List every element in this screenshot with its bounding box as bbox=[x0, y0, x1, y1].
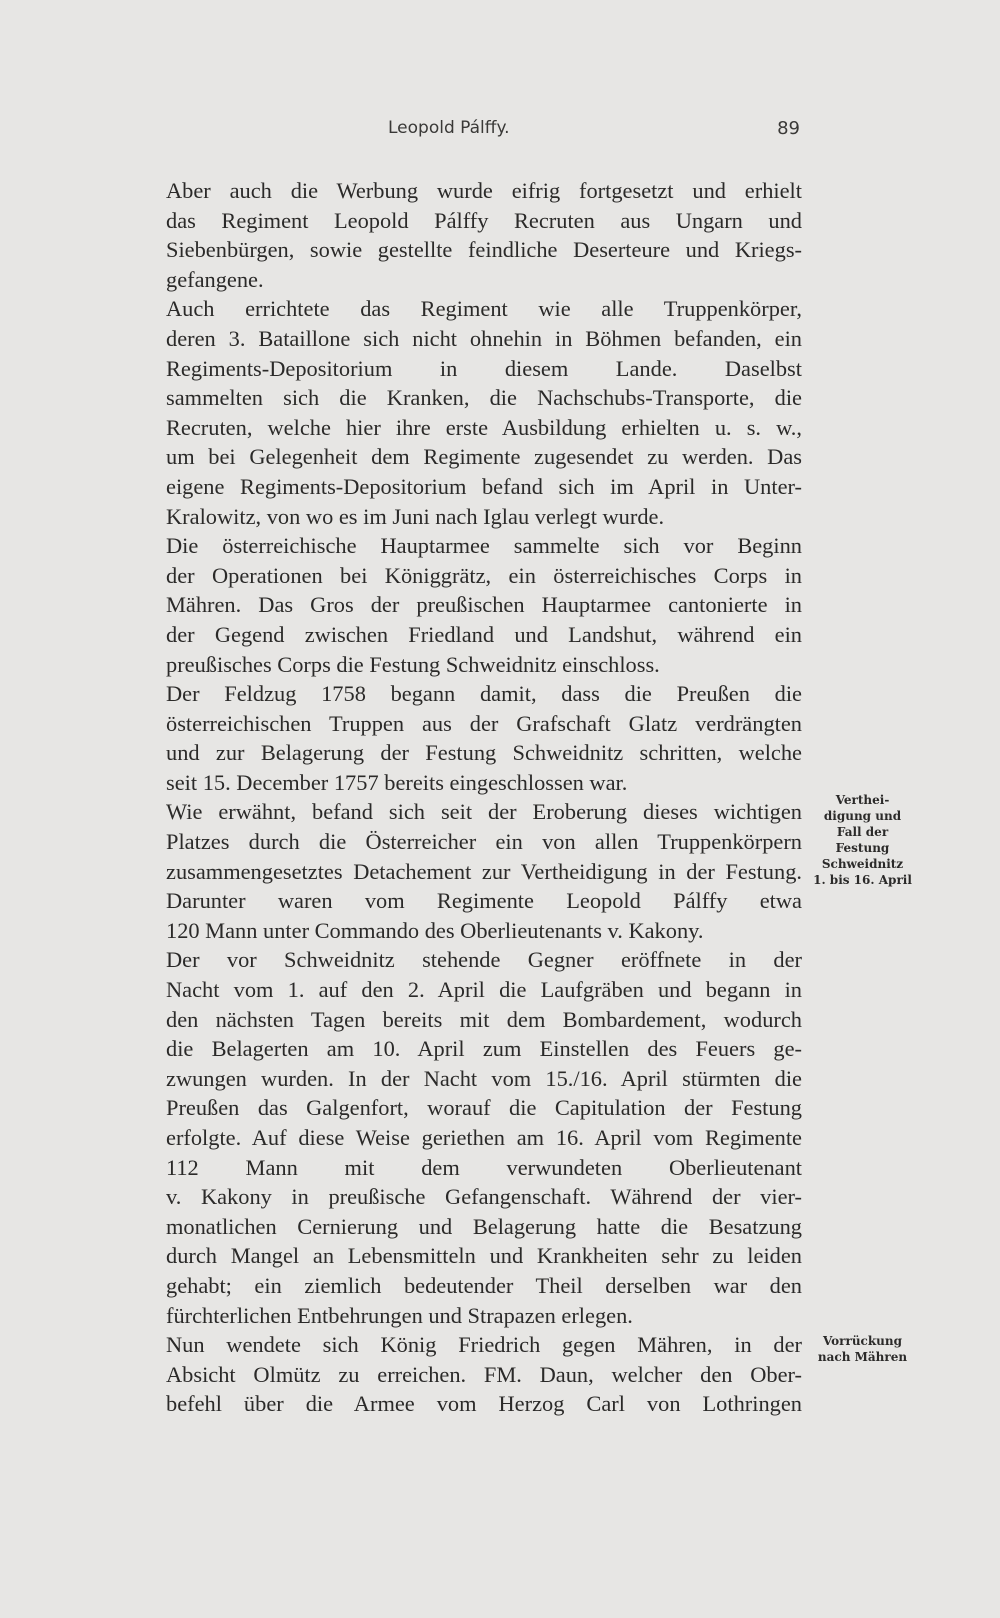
marginal-line: Vorrückung bbox=[822, 1334, 903, 1348]
text-line: Aber auch die Werbung wurde eifrig fortgesetzt und erhielt bbox=[166, 178, 802, 203]
text-line: den nächsten Tagen bereits mit dem Bombardement, wodurch bbox=[166, 1006, 802, 1032]
text-line: der Gegend zwischen Friedland und Landshut, während ein bbox=[166, 621, 802, 647]
paragraph bbox=[110, 679, 802, 797]
text-line: 112 Mann mit dem verwundeten Oberlieutenant bbox=[166, 1154, 802, 1180]
text-line: v. Kakony in preußische Gefangenschaft. Während der vier- bbox=[166, 1184, 802, 1210]
text-line: Siebenbürgen, sowie gestellte feindliche Deserteure und Kriegs- bbox=[166, 237, 802, 263]
text-line: Platzes durch die Österreicher ein von allen Truppenkörpern bbox=[166, 829, 802, 855]
marginal-line: digung und bbox=[823, 809, 902, 823]
text-line: der Operationen bei Königgrätz, ein österreichisches Corps in bbox=[166, 562, 802, 588]
text-line: Auch errichtete das Regiment wie alle Truppenkörper, bbox=[166, 296, 802, 322]
text-line: 120 Mann unter Commando des Oberlieutenants v. Kakony. bbox=[166, 917, 704, 943]
text-line: Recruten, welche hier ihre erste Ausbildung erhielten u. s. w., bbox=[166, 414, 802, 440]
text-line: eigene Regiments-Depositorium befand sich im April in Unter- bbox=[166, 473, 802, 499]
marginal-line: Festung bbox=[835, 841, 890, 855]
text-line: Mähren. Das Gros der preußischen Hauptarmee cantonierte in bbox=[166, 592, 802, 618]
page-header bbox=[110, 118, 800, 146]
text-line: sammelten sich die Kranken, die Nachschubs-Transporte, die bbox=[166, 385, 802, 411]
body-text bbox=[110, 176, 802, 1419]
marginal-line: Verthei- bbox=[835, 793, 890, 807]
text-line: durch Mangel an Lebensmitteln und Krankheiten sehr zu leiden bbox=[166, 1243, 802, 1269]
paragraph bbox=[110, 1330, 802, 1419]
text-line: Nacht vom 1. auf den 2. April die Laufgräben und begann in bbox=[166, 977, 802, 1003]
text-line: Absicht Olmütz zu erreichen. FM. Daun, welcher den Ober- bbox=[166, 1361, 802, 1387]
text-line: fürchterlichen Entbehrungen und Strapazen erlegen. bbox=[166, 1302, 633, 1328]
marginal-line: 1. bis 16. April bbox=[813, 873, 912, 887]
text-line: zwungen wurden. In der Nacht vom 15./16. April stürmten die bbox=[166, 1065, 802, 1091]
paragraph bbox=[110, 945, 802, 1330]
text-line: Preußen das Galgenfort, worauf die Capitulation der Festung bbox=[166, 1095, 802, 1121]
text-line: befehl über die Armee vom Herzog Carl von Lothringen bbox=[166, 1391, 802, 1417]
text-line: und zur Belagerung der Festung Schweidnitz schritten, welche bbox=[166, 740, 802, 766]
text-line: Nun wendete sich König Friedrich gegen Mähren, in der bbox=[166, 1332, 802, 1358]
text-line: seit 15. December 1757 bereits eingeschlossen war. bbox=[166, 769, 628, 795]
text-line: österreichischen Truppen aus der Grafschaft Glatz verdrängten bbox=[166, 710, 802, 736]
text-line: Der Feldzug 1758 begann damit, dass die Preußen die bbox=[166, 681, 802, 707]
text-line: die Belagerten am 10. April zum Einstellen des Feuers ge- bbox=[166, 1036, 802, 1062]
marginal-line: Schweidnitz bbox=[821, 857, 904, 871]
text-line: gefangene. bbox=[166, 266, 264, 292]
running-title: Leopold Pálffy. bbox=[388, 118, 510, 138]
marginal-note-schweidnitz bbox=[810, 792, 915, 888]
text-line: das Regiment Leopold Pálffy Recruten aus Ungarn und bbox=[166, 207, 802, 233]
text-line: Darunter waren vom Regimente Leopold Pálffy etwa bbox=[166, 888, 802, 914]
text-line: preußisches Corps die Festung Schweidnitz einschloss. bbox=[166, 651, 660, 677]
marginal-line: nach Mähren bbox=[817, 1350, 908, 1364]
paragraph bbox=[110, 294, 802, 531]
text-line: deren 3. Bataillone sich nicht ohnehin in Böhmen befanden, ein bbox=[166, 325, 802, 351]
text-line: zusammengesetztes Detachement zur Vertheidigung in der Festung. bbox=[166, 858, 802, 884]
text-line: Kralowitz, von wo es im Juni nach Iglau verlegt wurde. bbox=[166, 503, 665, 529]
text-line: Wie erwähnt, befand sich seit der Eroberung dieses wichtigen bbox=[166, 799, 802, 825]
page-number: 89 bbox=[777, 118, 800, 139]
marginal-note-maehren bbox=[810, 1333, 915, 1365]
paragraph bbox=[110, 176, 802, 294]
paragraph bbox=[110, 797, 802, 945]
text-line: gehabt; ein ziemlich bedeutender Theil derselben war den bbox=[166, 1272, 802, 1298]
text-line: monatlichen Cernierung und Belagerung hatte die Besatzung bbox=[166, 1213, 802, 1239]
text-line: erfolgte. Auf diese Weise geriethen am 16. April vom Regimente bbox=[166, 1125, 802, 1150]
text-line: Der vor Schweidnitz stehende Gegner eröffnete in der bbox=[166, 947, 802, 973]
text-line: Die österreichische Hauptarmee sammelte sich vor Beginn bbox=[166, 533, 802, 559]
paragraph bbox=[110, 531, 802, 679]
text-line: Regiments-Depositorium in diesem Lande. Daselbst bbox=[166, 355, 802, 381]
marginal-line: Fall der bbox=[836, 825, 889, 839]
text-line: um bei Gelegenheit dem Regimente zugesendet zu werden. Das bbox=[166, 444, 802, 470]
